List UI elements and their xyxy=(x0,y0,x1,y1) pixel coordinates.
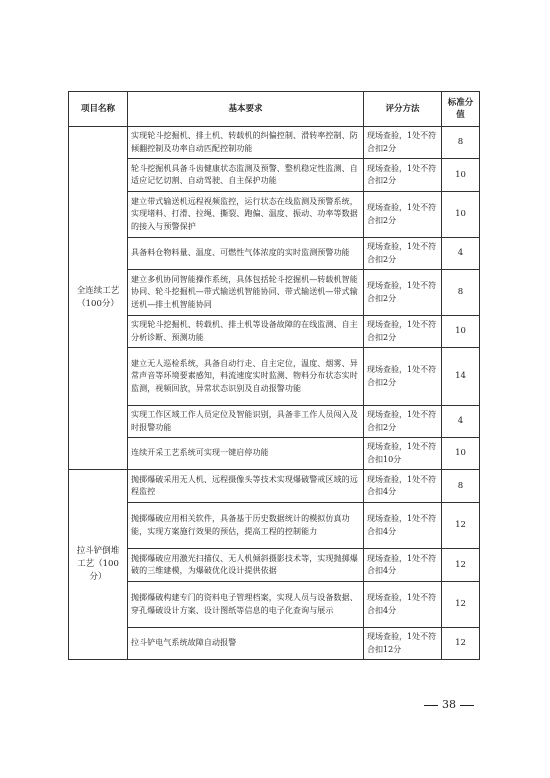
requirement-cell: 建立无人巡检系统，具备自动行走、自主定位，温度、烟雾、异常声音等环境要素感知，料流速度实时监测、物料分布状态实时监测，视频回放，异常状态识别及自动报警功能 xyxy=(128,348,364,406)
footer-dash-right xyxy=(460,705,474,706)
table-row xyxy=(69,316,480,348)
method-cell: 现场查验，1处不符合扣2分 xyxy=(364,406,442,438)
score-cell: 10 xyxy=(442,159,480,192)
method-cell: 现场查验，1处不符合扣2分 xyxy=(364,348,442,406)
table-row xyxy=(69,238,480,270)
requirement-cell: 抛掷爆破应用激光扫描仪、无人机倾斜摄影技术等，实现抛掷爆破的三维建模，为爆破优化设计提供依据 xyxy=(128,549,364,582)
score-cell: 12 xyxy=(442,503,480,549)
page-number-footer xyxy=(420,698,478,711)
standards-table-container xyxy=(68,91,479,660)
score-cell: 14 xyxy=(442,348,480,406)
score-cell: 10 xyxy=(442,316,480,348)
method-cell: 现场查验，1处不符合扣2分 xyxy=(364,316,442,348)
table-row xyxy=(69,582,480,628)
score-cell: 8 xyxy=(442,270,480,316)
requirement-cell: 连续开采工艺系统可实现一键启停功能 xyxy=(128,438,364,470)
page-number: 38 xyxy=(442,698,456,711)
requirement-cell: 抛掷爆破构建专门的资料电子管理档案，实现人员与设备数据、穿孔爆破设计方案、设计图纸等信息的电子化查询与展示 xyxy=(128,582,364,628)
table-row xyxy=(69,549,480,582)
method-cell: 现场查验，1处不符合扣4分 xyxy=(364,470,442,503)
table-row xyxy=(69,438,480,470)
header-item: 项目名称 xyxy=(69,92,128,127)
table-row xyxy=(69,127,480,159)
requirement-cell: 抛掷爆破应用相关软件，具备基于历史数据统计的模拟仿真功能，实现方案施行效果的预估，提高工程的控制能力 xyxy=(128,503,364,549)
category-cell: 全连续工艺（100分） xyxy=(69,127,128,470)
table-row xyxy=(69,406,480,438)
method-cell: 现场查验，1处不符合扣2分 xyxy=(364,192,442,238)
requirement-cell: 实现轮斗挖掘机、转载机、排土机等设备故障的在线监测、自主分析诊断、预测功能 xyxy=(128,316,364,348)
method-cell: 现场查验，1处不符合扣4分 xyxy=(364,582,442,628)
score-cell: 8 xyxy=(442,127,480,159)
method-cell: 现场查验，1处不符合扣2分 xyxy=(364,127,442,159)
score-cell: 8 xyxy=(442,470,480,503)
table-row xyxy=(69,192,480,238)
method-cell: 现场查验，1处不符合扣12分 xyxy=(364,628,442,660)
score-cell: 12 xyxy=(442,582,480,628)
requirement-cell: 轮斗挖掘机具备斗齿健康状态监测及预警、整机稳定性监测、自适应记忆切割、自动驾驶、自主保护功能 xyxy=(128,159,364,192)
category-cell: 拉斗铲倒堆工艺（100分） xyxy=(69,470,128,660)
score-cell: 12 xyxy=(442,628,480,660)
requirement-cell: 实现轮斗挖掘机、排土机、转载机的纠偏控制、滑转率控制、防倾翻控制及功率自动匹配控制功能 xyxy=(128,127,364,159)
requirement-cell: 拉斗铲电气系统故障自动报警 xyxy=(128,628,364,660)
table-row xyxy=(69,348,480,406)
standards-table xyxy=(68,91,480,660)
header-requirement: 基本要求 xyxy=(128,92,364,127)
method-cell: 现场查验，1处不符合扣10分 xyxy=(364,438,442,470)
table-row xyxy=(69,159,480,192)
table-row xyxy=(69,503,480,549)
method-cell: 现场查验，1处不符合扣2分 xyxy=(364,238,442,270)
table-row xyxy=(69,628,480,660)
table-header-row xyxy=(69,92,480,127)
method-cell: 现场查验，1处不符合扣2分 xyxy=(364,270,442,316)
requirement-cell: 建立带式输送机远程视频监控，运行状态在线监测及预警系统，实现堵料、打滑、拉绳、撕裂、跑偏、温度、振动、功率等数据的接入与预警保护 xyxy=(128,192,364,238)
footer-dash-left xyxy=(424,705,438,706)
method-cell: 现场查验，1处不符合扣2分 xyxy=(364,159,442,192)
table-row xyxy=(69,470,480,503)
requirement-cell: 建立多机协同智能操作系统，具体包括轮斗挖掘机—转载机智能协同、轮斗挖掘机—带式输送机智能协同、带式输送机—带式输送机—排土机智能协同 xyxy=(128,270,364,316)
requirement-cell: 抛掷爆破采用无人机、远程摄像头等技术实现爆破警戒区域的远程监控 xyxy=(128,470,364,503)
score-cell: 10 xyxy=(442,192,480,238)
method-cell: 现场查验，1处不符合扣4分 xyxy=(364,503,442,549)
score-cell: 10 xyxy=(442,438,480,470)
table-row xyxy=(69,270,480,316)
method-cell: 现场查验，1处不符合扣4分 xyxy=(364,549,442,582)
score-cell: 4 xyxy=(442,238,480,270)
score-cell: 4 xyxy=(442,406,480,438)
score-cell: 12 xyxy=(442,549,480,582)
requirement-cell: 具备料仓物料量、温度、可燃性气体浓度的实时监测预警功能 xyxy=(128,238,364,270)
header-method: 评分方法 xyxy=(364,92,442,127)
requirement-cell: 实现工作区域工作人员定位及智能识别，具备非工作人员闯入及时报警功能 xyxy=(128,406,364,438)
header-score: 标准分值 xyxy=(442,92,480,127)
